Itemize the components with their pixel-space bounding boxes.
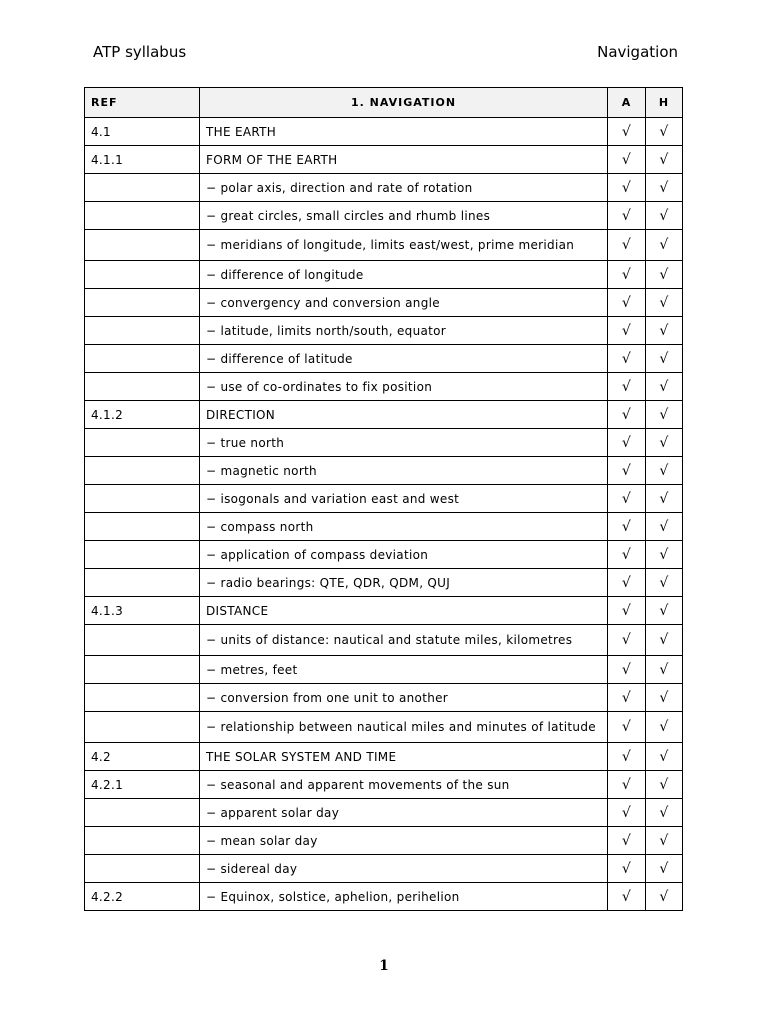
table-row [85,146,683,174]
check-h: √ [646,457,683,485]
row-description: − relationship between nautical miles and minutes of latitude [200,712,608,743]
row-ref: 4.1.1 [85,146,200,174]
check-h: √ [646,827,683,855]
check-a: √ [608,457,646,485]
row-ref [85,625,200,656]
check-h: √ [646,625,683,656]
row-description: − difference of longitude [200,261,608,289]
table-row [85,261,683,289]
row-description: − great circles, small circles and rhumb lines [200,202,608,230]
table-row [85,373,683,401]
row-description: − true north [200,429,608,457]
check-a: √ [608,485,646,513]
table-header-row [85,88,683,118]
check-a: √ [608,230,646,261]
check-h: √ [646,513,683,541]
check-a: √ [608,799,646,827]
row-description: − Equinox, solstice, aphelion, perihelion [200,883,608,911]
check-a: √ [608,625,646,656]
check-a: √ [608,289,646,317]
check-a: √ [608,883,646,911]
table-row [85,743,683,771]
row-ref [85,569,200,597]
check-a: √ [608,202,646,230]
row-description: − latitude, limits north/south, equator [200,317,608,345]
table-row [85,799,683,827]
row-description: − seasonal and apparent movements of the sun [200,771,608,799]
row-ref [85,457,200,485]
row-description: DIRECTION [200,401,608,429]
check-h: √ [646,401,683,429]
check-h: √ [646,485,683,513]
table-row [85,401,683,429]
check-h: √ [646,118,683,146]
table-row [85,513,683,541]
row-description: − isogonals and variation east and west [200,485,608,513]
check-a: √ [608,429,646,457]
row-ref: 4.1.3 [85,597,200,625]
check-a: √ [608,684,646,712]
row-ref [85,485,200,513]
check-a: √ [608,174,646,202]
row-ref: 4.1.2 [85,401,200,429]
row-description: − sidereal day [200,855,608,883]
check-a: √ [608,118,646,146]
row-description: − conversion from one unit to another [200,684,608,712]
check-h: √ [646,541,683,569]
row-description: − metres, feet [200,656,608,684]
check-a: √ [608,513,646,541]
row-ref [85,317,200,345]
check-h: √ [646,684,683,712]
check-h: √ [646,771,683,799]
row-ref [85,684,200,712]
table-row [85,771,683,799]
table-row [85,317,683,345]
row-ref [85,855,200,883]
check-h: √ [646,855,683,883]
table-row [85,429,683,457]
table-row [85,345,683,373]
check-a: √ [608,855,646,883]
check-h: √ [646,883,683,911]
check-h: √ [646,202,683,230]
check-a: √ [608,373,646,401]
table-row [85,712,683,743]
syllabus-table [84,87,683,911]
check-h: √ [646,261,683,289]
check-a: √ [608,261,646,289]
check-h: √ [646,656,683,684]
section-title: Navigation [597,43,678,61]
check-h: √ [646,799,683,827]
table-row [85,485,683,513]
check-h: √ [646,174,683,202]
row-ref [85,827,200,855]
table-row [85,684,683,712]
check-a: √ [608,317,646,345]
check-h: √ [646,569,683,597]
check-h: √ [646,597,683,625]
check-h: √ [646,289,683,317]
row-ref [85,429,200,457]
page-number: 1 [379,958,389,974]
row-ref [85,373,200,401]
row-ref [85,289,200,317]
table-row [85,202,683,230]
table-row [85,118,683,146]
row-ref [85,513,200,541]
row-ref [85,712,200,743]
table-row [85,289,683,317]
row-ref: 4.1 [85,118,200,146]
table-row [85,883,683,911]
check-h: √ [646,429,683,457]
check-h: √ [646,712,683,743]
check-a: √ [608,569,646,597]
table-row [85,827,683,855]
row-description: − magnetic north [200,457,608,485]
row-ref: 4.2.2 [85,883,200,911]
check-a: √ [608,827,646,855]
row-description: − apparent solar day [200,799,608,827]
row-ref: 4.2 [85,743,200,771]
row-description: DISTANCE [200,597,608,625]
column-header-ref: REF [85,88,200,118]
row-description: FORM OF THE EARTH [200,146,608,174]
column-header-title: 1. NAVIGATION [200,88,608,118]
row-ref [85,656,200,684]
check-a: √ [608,146,646,174]
row-description: − application of compass deviation [200,541,608,569]
table-row [85,569,683,597]
check-a: √ [608,597,646,625]
check-a: √ [608,743,646,771]
row-description: − polar axis, direction and rate of rotation [200,174,608,202]
table-row [85,625,683,656]
row-description: − convergency and conversion angle [200,289,608,317]
table-row [85,457,683,485]
check-h: √ [646,345,683,373]
table-row [85,855,683,883]
row-description: − meridians of longitude, limits east/west, prime meridian [200,230,608,261]
column-header-h: H [646,88,683,118]
check-h: √ [646,743,683,771]
check-a: √ [608,401,646,429]
document-title: ATP syllabus [93,43,187,61]
check-a: √ [608,541,646,569]
row-ref [85,202,200,230]
row-ref [85,230,200,261]
check-h: √ [646,373,683,401]
row-ref [85,261,200,289]
row-ref [85,174,200,202]
table-row [85,541,683,569]
check-h: √ [646,146,683,174]
check-h: √ [646,317,683,345]
check-a: √ [608,712,646,743]
page-header [93,40,678,64]
row-description: − use of co-ordinates to fix position [200,373,608,401]
row-description: − radio bearings: QTE, QDR, QDM, QUJ [200,569,608,597]
check-h: √ [646,230,683,261]
table-row [85,656,683,684]
check-a: √ [608,345,646,373]
table-row [85,230,683,261]
table-row [85,597,683,625]
row-ref [85,541,200,569]
table-body [85,118,683,911]
check-a: √ [608,771,646,799]
row-description: − difference of latitude [200,345,608,373]
check-a: √ [608,656,646,684]
column-header-a: A [608,88,646,118]
row-description: THE EARTH [200,118,608,146]
row-description: − units of distance: nautical and statute miles, kilometres [200,625,608,656]
row-description: − compass north [200,513,608,541]
row-description: − mean solar day [200,827,608,855]
row-description: THE SOLAR SYSTEM AND TIME [200,743,608,771]
row-ref [85,345,200,373]
row-ref: 4.2.1 [85,771,200,799]
row-ref [85,799,200,827]
table-row [85,174,683,202]
